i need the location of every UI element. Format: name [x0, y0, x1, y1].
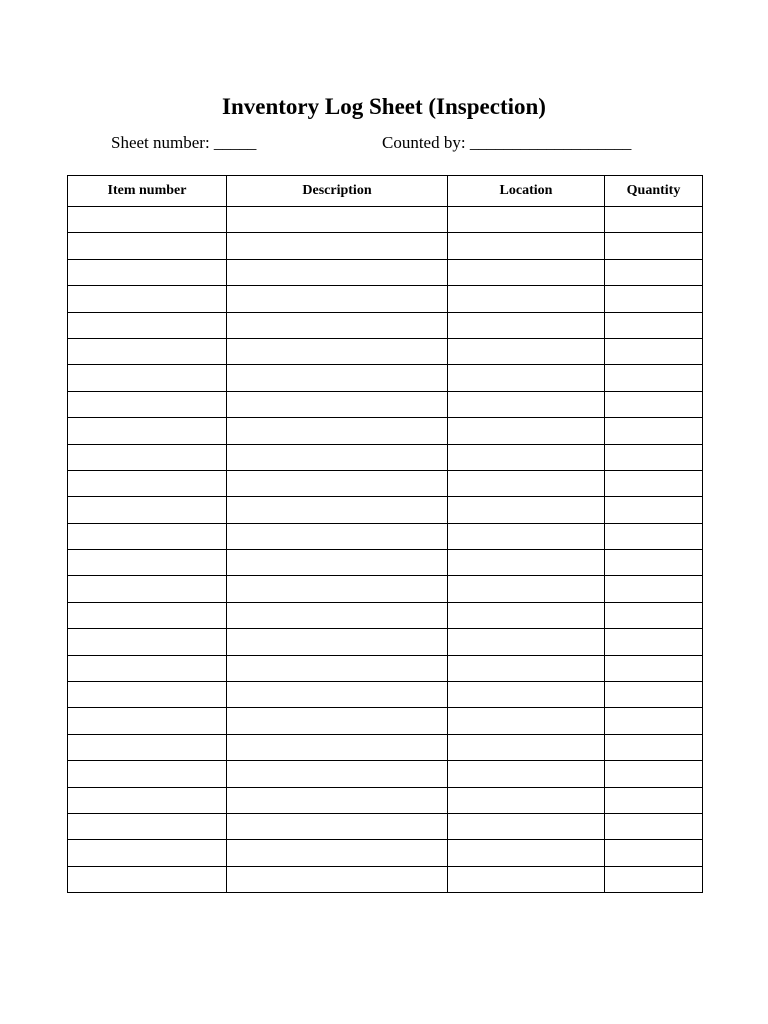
- table-body: [68, 207, 703, 893]
- table-row: [68, 840, 703, 866]
- header-description: Description: [227, 176, 448, 207]
- table-row: [68, 787, 703, 813]
- counted-by-field: [382, 131, 631, 155]
- cell-item-number[interactable]: [68, 497, 227, 523]
- cell-location[interactable]: [448, 286, 605, 312]
- cell-item-number[interactable]: [68, 312, 227, 338]
- cell-quantity[interactable]: [605, 655, 703, 681]
- cell-location[interactable]: [448, 418, 605, 444]
- cell-quantity[interactable]: [605, 497, 703, 523]
- table-row: [68, 602, 703, 628]
- table-row: [68, 761, 703, 787]
- cell-item-number[interactable]: [68, 259, 227, 285]
- cell-description[interactable]: [227, 708, 448, 734]
- counted-by-blank: ___________________: [469, 133, 632, 152]
- table-row: [68, 813, 703, 839]
- cell-description[interactable]: [227, 338, 448, 364]
- table-row: [68, 391, 703, 417]
- cell-quantity[interactable]: [605, 233, 703, 259]
- cell-location[interactable]: [448, 470, 605, 496]
- cell-description[interactable]: [227, 233, 448, 259]
- cell-description[interactable]: [227, 629, 448, 655]
- cell-item-number[interactable]: [68, 576, 227, 602]
- header-location: Location: [448, 176, 605, 207]
- table-header-row: [68, 176, 703, 207]
- cell-item-number[interactable]: [68, 866, 227, 892]
- table-row: [68, 734, 703, 760]
- cell-description[interactable]: [227, 550, 448, 576]
- cell-description[interactable]: [227, 813, 448, 839]
- cell-item-number[interactable]: [68, 523, 227, 549]
- cell-location[interactable]: [448, 813, 605, 839]
- cell-item-number[interactable]: [68, 787, 227, 813]
- cell-location[interactable]: [448, 629, 605, 655]
- cell-description[interactable]: [227, 576, 448, 602]
- cell-location[interactable]: [448, 787, 605, 813]
- cell-item-number[interactable]: [68, 338, 227, 364]
- table-row: [68, 655, 703, 681]
- cell-quantity[interactable]: [605, 866, 703, 892]
- cell-quantity[interactable]: [605, 813, 703, 839]
- cell-item-number[interactable]: [68, 233, 227, 259]
- cell-location[interactable]: [448, 312, 605, 338]
- cell-location[interactable]: [448, 233, 605, 259]
- cell-quantity[interactable]: [605, 629, 703, 655]
- cell-location[interactable]: [448, 866, 605, 892]
- table-row: [68, 259, 703, 285]
- cell-location[interactable]: [448, 761, 605, 787]
- cell-item-number[interactable]: [68, 286, 227, 312]
- cell-item-number[interactable]: [68, 813, 227, 839]
- cell-quantity[interactable]: [605, 365, 703, 391]
- table-row: [68, 576, 703, 602]
- table-row: [68, 418, 703, 444]
- cell-description[interactable]: [227, 444, 448, 470]
- cell-item-number[interactable]: [68, 444, 227, 470]
- cell-description[interactable]: [227, 523, 448, 549]
- cell-item-number[interactable]: [68, 655, 227, 681]
- cell-location[interactable]: [448, 338, 605, 364]
- cell-quantity[interactable]: [605, 207, 703, 233]
- cell-quantity[interactable]: [605, 602, 703, 628]
- cell-item-number[interactable]: [68, 840, 227, 866]
- table-row: [68, 233, 703, 259]
- cell-location[interactable]: [448, 550, 605, 576]
- cell-description[interactable]: [227, 391, 448, 417]
- cell-location[interactable]: [448, 259, 605, 285]
- header-quantity: Quantity: [605, 176, 703, 207]
- cell-location[interactable]: [448, 734, 605, 760]
- cell-item-number[interactable]: [68, 734, 227, 760]
- cell-quantity[interactable]: [605, 761, 703, 787]
- cell-location[interactable]: [448, 602, 605, 628]
- inventory-table: [67, 175, 703, 893]
- table-row: [68, 523, 703, 549]
- cell-quantity[interactable]: [605, 418, 703, 444]
- cell-location[interactable]: [448, 682, 605, 708]
- table-row: [68, 497, 703, 523]
- cell-description[interactable]: [227, 682, 448, 708]
- cell-description[interactable]: [227, 312, 448, 338]
- table-row: [68, 286, 703, 312]
- cell-description[interactable]: [227, 470, 448, 496]
- cell-location[interactable]: [448, 576, 605, 602]
- cell-location[interactable]: [448, 523, 605, 549]
- cell-item-number[interactable]: [68, 365, 227, 391]
- sheet-number-field: [111, 131, 256, 155]
- table-row: [68, 338, 703, 364]
- cell-location[interactable]: [448, 840, 605, 866]
- cell-quantity[interactable]: [605, 470, 703, 496]
- cell-quantity[interactable]: [605, 523, 703, 549]
- cell-quantity[interactable]: [605, 787, 703, 813]
- cell-item-number[interactable]: [68, 391, 227, 417]
- cell-description[interactable]: [227, 286, 448, 312]
- cell-quantity[interactable]: [605, 576, 703, 602]
- sheet-number-label: Sheet number:: [111, 133, 210, 152]
- cell-item-number[interactable]: [68, 418, 227, 444]
- cell-description[interactable]: [227, 866, 448, 892]
- counted-by-label: Counted by:: [382, 133, 466, 152]
- cell-quantity[interactable]: [605, 840, 703, 866]
- cell-description[interactable]: [227, 734, 448, 760]
- cell-description[interactable]: [227, 761, 448, 787]
- cell-description[interactable]: [227, 365, 448, 391]
- cell-location[interactable]: [448, 497, 605, 523]
- cell-description[interactable]: [227, 655, 448, 681]
- cell-quantity[interactable]: [605, 338, 703, 364]
- cell-item-number[interactable]: [68, 708, 227, 734]
- cell-description[interactable]: [227, 602, 448, 628]
- table-row: [68, 444, 703, 470]
- cell-quantity[interactable]: [605, 391, 703, 417]
- cell-description[interactable]: [227, 207, 448, 233]
- cell-description[interactable]: [227, 787, 448, 813]
- cell-item-number[interactable]: [68, 470, 227, 496]
- cell-item-number[interactable]: [68, 761, 227, 787]
- cell-quantity[interactable]: [605, 444, 703, 470]
- sheet-number-blank: _____: [213, 133, 257, 152]
- cell-item-number[interactable]: [68, 207, 227, 233]
- cell-quantity[interactable]: [605, 708, 703, 734]
- table-row: [68, 866, 703, 892]
- cell-item-number[interactable]: [68, 629, 227, 655]
- cell-quantity[interactable]: [605, 312, 703, 338]
- cell-quantity[interactable]: [605, 682, 703, 708]
- cell-description[interactable]: [227, 840, 448, 866]
- cell-quantity[interactable]: [605, 734, 703, 760]
- table-row: [68, 207, 703, 233]
- cell-quantity[interactable]: [605, 286, 703, 312]
- cell-description[interactable]: [227, 418, 448, 444]
- cell-item-number[interactable]: [68, 550, 227, 576]
- cell-location[interactable]: [448, 708, 605, 734]
- cell-location[interactable]: [448, 655, 605, 681]
- cell-item-number[interactable]: [68, 602, 227, 628]
- table-row: [68, 470, 703, 496]
- cell-item-number[interactable]: [68, 682, 227, 708]
- cell-location[interactable]: [448, 365, 605, 391]
- header-item-number: Item number: [68, 176, 227, 207]
- table-row: [68, 365, 703, 391]
- cell-location[interactable]: [448, 391, 605, 417]
- cell-description[interactable]: [227, 259, 448, 285]
- cell-description[interactable]: [227, 497, 448, 523]
- cell-quantity[interactable]: [605, 259, 703, 285]
- cell-location[interactable]: [448, 444, 605, 470]
- page-title: Inventory Log Sheet (Inspection): [222, 94, 546, 119]
- table-row: [68, 682, 703, 708]
- table-row: [68, 708, 703, 734]
- cell-location[interactable]: [448, 207, 605, 233]
- cell-quantity[interactable]: [605, 550, 703, 576]
- table-row: [68, 629, 703, 655]
- table-row: [68, 312, 703, 338]
- table-row: [68, 550, 703, 576]
